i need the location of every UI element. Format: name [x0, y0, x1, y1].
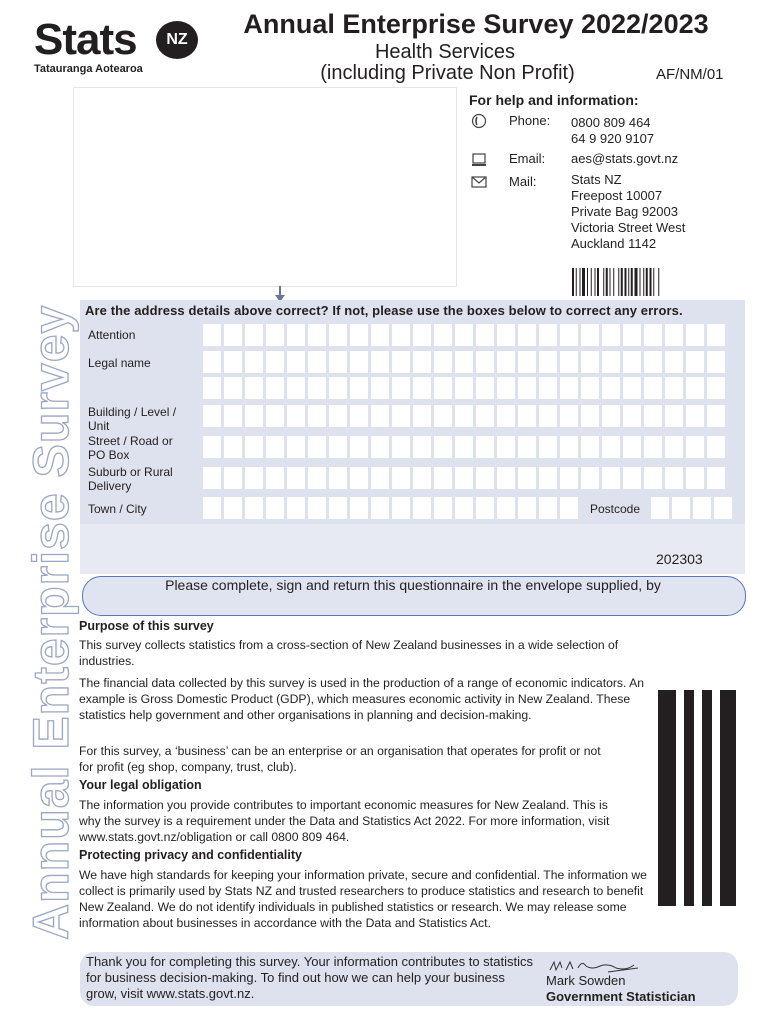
character-box[interactable] [539, 497, 557, 519]
character-box[interactable] [518, 436, 536, 458]
character-box[interactable] [539, 324, 557, 346]
building-input[interactable] [203, 405, 725, 427]
survey-industry-detail: (including Private Non Profit) [320, 62, 575, 84]
attention-input[interactable] [203, 324, 725, 346]
character-box[interactable] [392, 324, 410, 346]
character-box[interactable] [434, 351, 452, 373]
character-box[interactable] [266, 436, 284, 458]
character-box[interactable] [245, 324, 263, 346]
character-box[interactable] [476, 351, 494, 373]
character-box[interactable] [455, 324, 473, 346]
purpose-paragraph-3: For this survey, a ‘business’ can be an enterprise or an organisation that operates for profit or not for profit (eg shop, company, trust, club). [79, 744, 601, 774]
mail-line: Stats NZ [571, 172, 622, 187]
address-question: Are the address details above correct? If not, please use the boxes below to correct any errors. [85, 303, 683, 318]
legal-paragraph: The information you provide contributes to important economic measures for New Zealand. This is why the survey is a requirement under the Data and Statistics Act 2022. For more information, visit www.stats.govt.nz/obligation or call 0800 809 464. [79, 798, 610, 844]
legal-heading: Your legal obligation [79, 778, 202, 792]
character-box[interactable] [497, 377, 515, 399]
character-box[interactable] [602, 405, 620, 427]
character-box[interactable] [602, 436, 620, 458]
character-box[interactable] [329, 351, 347, 373]
address-panel-footer [80, 524, 745, 574]
character-box[interactable] [707, 436, 725, 458]
building-label: Building / Level / Unit [88, 405, 177, 433]
character-box[interactable] [392, 497, 410, 519]
character-box[interactable] [560, 405, 578, 427]
character-box[interactable] [245, 405, 263, 427]
character-box[interactable] [539, 377, 557, 399]
character-box[interactable] [455, 351, 473, 373]
form-code: AF/NM/01 [656, 66, 724, 83]
mail-label: Mail: [509, 174, 537, 189]
character-box[interactable] [434, 405, 452, 427]
character-box[interactable] [434, 436, 452, 458]
purpose-paragraph-2: The financial data collected by this survey is used in the production of a range of economic indicators. An example is Gross Domestic Product (GDP), which measures economic activity in New Zealand. These statistics help government and other organisations in planning and decision-making. [79, 676, 645, 722]
character-box[interactable] [581, 324, 599, 346]
street-input[interactable] [203, 436, 725, 458]
phone-number-1[interactable]: 0800 809 464 [571, 115, 651, 130]
character-box[interactable] [287, 351, 305, 373]
character-box[interactable] [245, 497, 263, 519]
character-box[interactable] [602, 324, 620, 346]
character-box[interactable] [644, 436, 662, 458]
character-box[interactable] [707, 351, 725, 373]
reference-number: 202303 [656, 551, 703, 567]
character-box[interactable] [371, 324, 389, 346]
character-box[interactable] [455, 467, 473, 489]
town-input[interactable] [203, 497, 578, 519]
legal-name-input-line-1[interactable] [203, 351, 725, 373]
character-box[interactable] [392, 436, 410, 458]
character-box[interactable] [644, 467, 662, 489]
character-box[interactable] [371, 405, 389, 427]
character-box[interactable] [413, 351, 431, 373]
character-box[interactable] [287, 497, 305, 519]
nz-logo-badge: NZ [156, 21, 198, 59]
character-box[interactable] [581, 467, 599, 489]
purpose-paragraph-1: This survey collects statistics from a cross-section of New Zealand businesses in a wide selection of industries. [79, 638, 619, 668]
legal-name-label: Legal name [88, 356, 151, 370]
character-box[interactable] [224, 467, 242, 489]
character-box[interactable] [413, 377, 431, 399]
character-box[interactable] [560, 467, 578, 489]
character-box[interactable] [476, 405, 494, 427]
character-box[interactable] [329, 467, 347, 489]
character-box[interactable] [672, 497, 690, 519]
character-box[interactable] [371, 467, 389, 489]
character-box[interactable] [518, 467, 536, 489]
character-box[interactable] [644, 324, 662, 346]
character-box[interactable] [329, 497, 347, 519]
character-box[interactable] [287, 467, 305, 489]
character-box[interactable] [224, 351, 242, 373]
character-box[interactable] [329, 405, 347, 427]
address-window [73, 87, 457, 287]
character-box[interactable] [665, 436, 683, 458]
character-box[interactable] [581, 405, 599, 427]
character-box[interactable] [392, 405, 410, 427]
character-box[interactable] [560, 324, 578, 346]
character-box[interactable] [665, 324, 683, 346]
character-box[interactable] [707, 377, 725, 399]
character-box[interactable] [518, 497, 536, 519]
character-box[interactable] [693, 497, 711, 519]
character-box[interactable] [623, 405, 641, 427]
character-box[interactable] [434, 497, 452, 519]
character-box[interactable] [203, 351, 221, 373]
suburb-input[interactable] [203, 467, 725, 489]
character-box[interactable] [371, 436, 389, 458]
character-box[interactable] [623, 377, 641, 399]
character-box[interactable] [651, 497, 669, 519]
character-box[interactable] [497, 405, 515, 427]
logo-subtitle: Tatauranga Aotearoa [34, 63, 143, 75]
postcode-label: Postcode [590, 502, 641, 516]
character-box[interactable] [287, 377, 305, 399]
character-box[interactable] [203, 377, 221, 399]
character-box[interactable] [518, 377, 536, 399]
character-box[interactable] [686, 405, 704, 427]
character-box[interactable] [560, 377, 578, 399]
character-box[interactable] [350, 497, 368, 519]
signatory-title: Government Statistician [546, 989, 696, 1004]
street-label: Street / Road or PO Box [88, 434, 173, 462]
survey-industry: Health Services [374, 41, 516, 63]
character-box[interactable] [560, 497, 578, 519]
character-box[interactable] [686, 467, 704, 489]
character-box[interactable] [623, 467, 641, 489]
email-label: Email: [509, 151, 546, 166]
character-box[interactable] [287, 436, 305, 458]
character-box[interactable] [371, 497, 389, 519]
character-box[interactable] [266, 497, 284, 519]
character-box[interactable] [392, 351, 410, 373]
postcode-input[interactable] [651, 497, 732, 519]
character-box[interactable] [497, 351, 515, 373]
character-box[interactable] [539, 405, 557, 427]
character-box[interactable] [350, 436, 368, 458]
mail-line: Private Bag 92003 [571, 204, 678, 219]
character-box[interactable] [518, 351, 536, 373]
character-box[interactable] [308, 324, 326, 346]
character-box[interactable] [686, 436, 704, 458]
character-box[interactable] [245, 467, 263, 489]
character-box[interactable] [623, 351, 641, 373]
character-box[interactable] [413, 436, 431, 458]
side-barcode [658, 690, 736, 906]
character-box[interactable] [644, 351, 662, 373]
character-box[interactable] [266, 467, 284, 489]
character-box[interactable] [476, 436, 494, 458]
character-box[interactable] [245, 436, 263, 458]
character-box[interactable] [581, 436, 599, 458]
character-box[interactable] [707, 405, 725, 427]
character-box[interactable] [686, 377, 704, 399]
character-box[interactable] [714, 497, 732, 519]
character-box[interactable] [266, 351, 284, 373]
character-box[interactable] [581, 351, 599, 373]
character-box[interactable] [539, 467, 557, 489]
stats-nz-logo-text: Stats [34, 15, 137, 64]
character-box[interactable] [455, 405, 473, 427]
character-box[interactable] [224, 436, 242, 458]
privacy-paragraph: We have high standards for keeping your information private, secure and confidential. The information we collect is primarily used by Stats NZ and trusted researchers to produce statistics and research to benefit New Zealand. We do not identify individuals in published statistics or research. We may release some information about businesses in accordance with the Data and Statistics Act. [79, 868, 647, 930]
character-box[interactable] [203, 324, 221, 346]
character-box[interactable] [455, 436, 473, 458]
character-box[interactable] [623, 436, 641, 458]
character-box[interactable] [308, 377, 326, 399]
barcode-top [572, 268, 690, 296]
return-notice-text: Please complete, sign and return this questionnaire in the envelope supplied, by [165, 577, 661, 593]
signatory-name: Mark Sowden [546, 973, 626, 988]
character-box[interactable] [602, 377, 620, 399]
character-box[interactable] [350, 405, 368, 427]
character-box[interactable] [497, 467, 515, 489]
character-box[interactable] [707, 324, 725, 346]
character-box[interactable] [245, 377, 263, 399]
character-box[interactable] [203, 405, 221, 427]
character-box[interactable] [392, 377, 410, 399]
character-box[interactable] [350, 351, 368, 373]
character-box[interactable] [308, 497, 326, 519]
suburb-label: Suburb or Rural Delivery [88, 465, 173, 493]
attention-label: Attention [88, 328, 136, 342]
character-box[interactable] [476, 497, 494, 519]
character-box[interactable] [308, 405, 326, 427]
character-box[interactable] [329, 324, 347, 346]
mail-line: Freepost 10007 [571, 188, 663, 203]
character-box[interactable] [434, 467, 452, 489]
phone-label: Phone: [509, 113, 551, 128]
character-box[interactable] [434, 324, 452, 346]
character-box[interactable] [497, 324, 515, 346]
character-box[interactable] [497, 436, 515, 458]
envelope-icon [470, 175, 488, 191]
character-box[interactable] [665, 405, 683, 427]
character-box[interactable] [329, 377, 347, 399]
character-box[interactable] [665, 351, 683, 373]
character-box[interactable] [371, 377, 389, 399]
phone-number-2[interactable]: 64 9 920 9107 [571, 131, 655, 146]
character-box[interactable] [560, 436, 578, 458]
character-box[interactable] [350, 377, 368, 399]
privacy-heading: Protecting privacy and confidentiality [79, 848, 302, 862]
character-box[interactable] [497, 497, 515, 519]
character-box[interactable] [707, 467, 725, 489]
email-link[interactable]: aes@stats.govt.nz [571, 151, 679, 166]
character-box[interactable] [413, 467, 431, 489]
character-box[interactable] [371, 351, 389, 373]
character-box[interactable] [455, 497, 473, 519]
character-box[interactable] [350, 324, 368, 346]
character-box[interactable] [308, 436, 326, 458]
character-box[interactable] [686, 351, 704, 373]
purpose-heading: Purpose of this survey [79, 619, 214, 633]
character-box[interactable] [413, 324, 431, 346]
character-box[interactable] [539, 436, 557, 458]
character-box[interactable] [686, 324, 704, 346]
character-box[interactable] [602, 351, 620, 373]
character-box[interactable] [329, 436, 347, 458]
character-box[interactable] [476, 377, 494, 399]
character-box[interactable] [665, 467, 683, 489]
character-box[interactable] [518, 405, 536, 427]
character-box[interactable] [560, 351, 578, 373]
character-box[interactable] [308, 467, 326, 489]
character-box[interactable] [644, 405, 662, 427]
character-box[interactable] [602, 467, 620, 489]
legal-name-input-line-2[interactable] [203, 377, 725, 399]
thank-you-text: Thank you for completing this survey. Your information contributes to statistics for business decision-making. To find out how we can help your business grow, visit www.stats.govt.nz. [86, 954, 534, 1001]
mail-line: Auckland 1142 [571, 236, 657, 251]
character-box[interactable] [476, 467, 494, 489]
character-box[interactable] [224, 405, 242, 427]
phone-icon [470, 113, 488, 129]
character-box[interactable] [623, 324, 641, 346]
character-box[interactable] [266, 405, 284, 427]
town-label: Town / City [88, 502, 147, 516]
character-box[interactable] [266, 377, 284, 399]
help-title: For help and information: [469, 92, 639, 108]
character-box[interactable] [308, 351, 326, 373]
character-box[interactable] [413, 497, 431, 519]
character-box[interactable] [245, 351, 263, 373]
character-box[interactable] [266, 324, 284, 346]
character-box[interactable] [539, 351, 557, 373]
character-box[interactable] [644, 377, 662, 399]
character-box[interactable] [413, 405, 431, 427]
survey-title: Annual Enterprise Survey 2022/2023 [243, 9, 709, 39]
survey-watermark: Annual Enterprise Survey [23, 304, 79, 940]
character-box[interactable] [455, 377, 473, 399]
character-box[interactable] [350, 467, 368, 489]
character-box[interactable] [224, 324, 242, 346]
character-box[interactable] [203, 436, 221, 458]
character-box[interactable] [392, 467, 410, 489]
character-box[interactable] [665, 377, 683, 399]
character-box[interactable] [476, 324, 494, 346]
character-box[interactable] [518, 324, 536, 346]
computer-icon [470, 152, 488, 168]
character-box[interactable] [203, 467, 221, 489]
character-box[interactable] [287, 405, 305, 427]
character-box[interactable] [287, 324, 305, 346]
character-box[interactable] [224, 497, 242, 519]
mail-line: Victoria Street West [571, 220, 686, 235]
character-box[interactable] [581, 377, 599, 399]
character-box[interactable] [203, 497, 221, 519]
character-box[interactable] [434, 377, 452, 399]
character-box[interactable] [224, 377, 242, 399]
